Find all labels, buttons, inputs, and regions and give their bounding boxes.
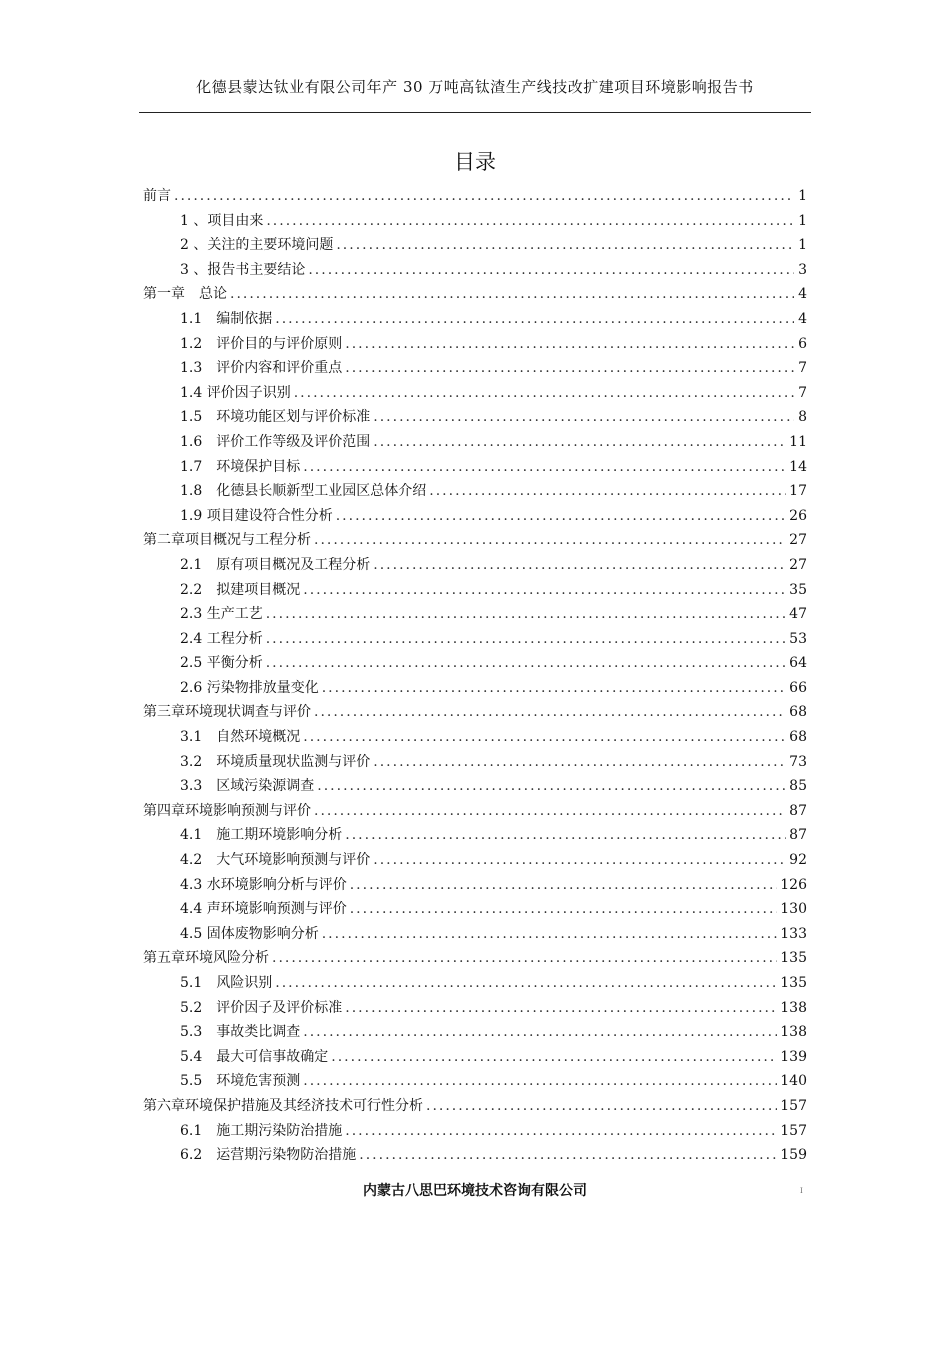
- toc-leader-dots: [308, 262, 794, 278]
- toc-entry-page: 4: [798, 310, 807, 327]
- toc-entry-page: 66: [789, 679, 807, 696]
- toc-entry-page: 139: [780, 1048, 807, 1065]
- toc-entry-page: 126: [780, 876, 807, 893]
- toc-entry-page: 87: [789, 827, 807, 844]
- toc-leader-dots: [303, 459, 786, 475]
- toc-entry-label: 1 、项目由来: [180, 212, 264, 229]
- toc-entry-label: 3.3 区域污染源调查: [180, 778, 315, 795]
- toc-entry[interactable]: [143, 701, 807, 726]
- toc-entry[interactable]: [143, 185, 807, 210]
- toc-entry[interactable]: [143, 431, 807, 456]
- footer-company: 内蒙古八思巴环境技术咨询有限公司: [363, 1183, 587, 1199]
- toc-entry-page: 17: [789, 483, 807, 500]
- toc-entry-page: 68: [789, 729, 807, 746]
- toc-entry-label: 1.7 环境保护目标: [180, 458, 301, 475]
- toc-entry-label: 6.1 施工期污染防治措施: [180, 1122, 343, 1139]
- toc-entry-label: 2 、关注的主要环境问题: [180, 237, 334, 254]
- toc-entry-page: 4: [798, 286, 807, 303]
- toc-leader-dots: [426, 1098, 777, 1114]
- toc-entry[interactable]: [143, 308, 807, 333]
- toc-entry[interactable]: [143, 652, 807, 677]
- toc-entry-label: 1.4 评价因子识别: [180, 384, 291, 401]
- toc-entry[interactable]: [143, 997, 807, 1022]
- toc-entry-label: 1.8 化德县长顺新型工业园区总体介绍: [180, 483, 427, 500]
- toc-entry-page: 133: [780, 925, 807, 942]
- toc-entry[interactable]: [143, 923, 807, 948]
- toc-leader-dots: [345, 1000, 777, 1016]
- toc-entry-label: 2.3 生产工艺: [180, 606, 263, 623]
- toc-leader-dots: [266, 606, 786, 622]
- toc-entry-page: 157: [780, 1122, 807, 1139]
- toc-entry-page: 85: [789, 778, 807, 795]
- toc-entry-label: 2.4 工程分析: [180, 630, 263, 647]
- toc-leader-dots: [345, 336, 794, 352]
- toc-leader-dots: [373, 754, 786, 770]
- toc-entry-label: 5.1 风险识别: [180, 975, 273, 991]
- footer-page-number: I: [800, 1187, 803, 1195]
- document-header: 化德县蒙达钛业有限公司年产 30 万吨高钛渣生产线技改扩建项目环境影响报告书: [196, 78, 754, 96]
- toc-entry[interactable]: [143, 775, 807, 800]
- toc-entry-label: 1.1 编制依据: [180, 310, 273, 327]
- toc-leader-dots: [275, 975, 777, 991]
- toc-entry[interactable]: [143, 554, 807, 579]
- toc-leader-dots: [429, 483, 786, 499]
- toc-leader-dots: [303, 582, 786, 598]
- toc-leader-dots: [275, 311, 794, 327]
- toc-entry[interactable]: [143, 849, 807, 874]
- toc-entry-page: 64: [789, 655, 807, 672]
- toc-leader-dots: [303, 1073, 777, 1089]
- toc-entry-page: 6: [798, 335, 807, 352]
- toc-entry-page: 8: [798, 409, 807, 426]
- toc-entry-page: 138: [780, 999, 807, 1016]
- toc-entry-label: 1.5 环境功能区划与评价标准: [180, 409, 371, 426]
- toc-entry[interactable]: [143, 898, 807, 923]
- toc-entry[interactable]: [143, 259, 807, 284]
- toc-entry[interactable]: [143, 972, 807, 997]
- toc-entry-page: 73: [789, 753, 807, 770]
- toc-entry-label: 第五章环境风险分析: [143, 950, 269, 967]
- toc-entry-page: 135: [780, 950, 807, 967]
- toc-entry-label: 第六章环境保护措施及其经济技术可行性分析: [143, 1097, 423, 1114]
- toc-entry-label: 5.2 评价因子及评价标准: [180, 999, 343, 1016]
- toc-leader-dots: [266, 655, 786, 671]
- toc-entry-page: 7: [798, 384, 807, 401]
- toc-entry-page: 130: [780, 901, 807, 918]
- toc-leader-dots: [350, 901, 778, 917]
- toc-entry[interactable]: [143, 628, 807, 653]
- toc-entry-page: 35: [789, 581, 807, 598]
- toc-entry-label: 4.5 固体废物影响分析: [180, 925, 319, 942]
- toc-entry-page: 26: [789, 507, 807, 524]
- toc-entry-label: 6.2 运营期污染物防治措施: [180, 1147, 357, 1164]
- toc-leader-dots: [303, 1024, 777, 1040]
- toc-entry[interactable]: [143, 283, 807, 308]
- toc-entry-label: 1.2 评价目的与评价原则: [180, 335, 343, 352]
- toc-entry[interactable]: [143, 1120, 807, 1145]
- toc-leader-dots: [303, 729, 786, 745]
- toc-entry-label: 4.3 水环境影响分析与评价: [180, 876, 347, 893]
- toc-entry-page: 1: [798, 188, 807, 204]
- toc-entry[interactable]: [143, 824, 807, 849]
- toc-entry-page: 92: [789, 852, 807, 869]
- toc-entry-page: 157: [780, 1097, 807, 1114]
- toc-entry-page: 87: [789, 802, 807, 819]
- toc-entry-label: 1.6 评价工作等级及评价范围: [180, 433, 371, 450]
- toc-entry[interactable]: [143, 210, 807, 235]
- toc-entry-page: 135: [780, 975, 807, 991]
- toc-leader-dots: [336, 237, 794, 253]
- toc-entry[interactable]: [143, 947, 807, 972]
- toc-entry-page: 1: [798, 212, 807, 229]
- toc-entry-label: 2.5 平衡分析: [180, 655, 263, 672]
- toc-entry-page: 1: [798, 237, 807, 254]
- toc-title: 目录: [454, 150, 496, 174]
- toc-entry-label: 2.1 原有项目概况及工程分析: [180, 556, 371, 573]
- toc-entry[interactable]: [143, 751, 807, 776]
- toc-entry-label: 3 、报告书主要结论: [180, 261, 306, 278]
- toc-entry-label: 第二章项目概况与工程分析: [143, 532, 311, 549]
- toc-entry-page: 138: [780, 1024, 807, 1041]
- toc-leader-dots: [322, 926, 778, 942]
- toc-entry-label: 4.2 大气环境影响预测与评价: [180, 852, 371, 869]
- toc-leader-dots: [373, 434, 786, 450]
- toc-entry-page: 14: [789, 458, 807, 475]
- toc-entry[interactable]: [143, 1046, 807, 1071]
- toc-entry-label: 1.3 评价内容和评价重点: [180, 360, 343, 377]
- toc-entry[interactable]: [143, 579, 807, 604]
- toc-entry[interactable]: [143, 234, 807, 259]
- toc-entry-label: 4.1 施工期环境影响分析: [180, 827, 343, 844]
- toc-entry[interactable]: [143, 382, 807, 407]
- toc-entry-page: 7: [798, 360, 807, 377]
- toc-entry-label: 5.3 事故类比调查: [180, 1024, 301, 1041]
- toc-entry-page: 27: [789, 556, 807, 573]
- toc-entry[interactable]: [143, 357, 807, 382]
- toc-leader-dots: [266, 213, 794, 229]
- toc-leader-dots: [331, 1049, 777, 1065]
- toc-leader-dots: [336, 508, 786, 524]
- toc-entry-page: 159: [780, 1147, 807, 1164]
- toc-entry-label: 第三章环境现状调查与评价: [143, 704, 311, 721]
- toc-leader-dots: [373, 852, 786, 868]
- toc-entry-label: 2.6 污染物排放量变化: [180, 679, 319, 696]
- toc-entry-label: 第四章环境影响预测与评价: [143, 802, 311, 819]
- toc-entry[interactable]: [143, 1021, 807, 1046]
- toc-entry[interactable]: [143, 1144, 807, 1169]
- toc-entry[interactable]: [143, 677, 807, 702]
- toc-leader-dots: [294, 385, 794, 401]
- toc-entry-label: 5.5 环境危害预测: [180, 1073, 301, 1090]
- toc-entry[interactable]: [143, 456, 807, 481]
- toc-entry-label: 4.4 声环境影响预测与评价: [180, 901, 347, 918]
- toc-leader-dots: [317, 778, 786, 794]
- toc-entry[interactable]: [143, 1095, 807, 1120]
- toc-entry-page: 53: [789, 630, 807, 647]
- toc-entry[interactable]: [143, 874, 807, 899]
- toc-entry-page: 3: [798, 261, 807, 278]
- table-of-contents: [143, 185, 807, 1169]
- header-rule: [139, 112, 811, 113]
- toc-leader-dots: [350, 877, 778, 893]
- toc-leader-dots: [345, 360, 794, 376]
- toc-entry-label: 第一章 总论: [143, 286, 227, 303]
- toc-entry-page: 47: [789, 606, 807, 623]
- toc-leader-dots: [359, 1147, 777, 1163]
- toc-leader-dots: [322, 680, 786, 696]
- toc-entry-label: 2.2 拟建项目概况: [180, 581, 301, 598]
- toc-entry-page: 27: [789, 532, 807, 549]
- toc-leader-dots: [314, 704, 786, 720]
- toc-entry-label: 1.9 项目建设符合性分析: [180, 507, 333, 524]
- toc-leader-dots: [345, 1123, 777, 1139]
- toc-entry-label: 前言: [143, 188, 171, 204]
- toc-entry[interactable]: [143, 603, 807, 628]
- toc-entry-page: 68: [789, 704, 807, 721]
- toc-leader-dots: [272, 950, 777, 966]
- toc-entry[interactable]: [143, 333, 807, 358]
- toc-entry-label: 3.2 环境质量现状监测与评价: [180, 753, 371, 770]
- toc-entry-page: 11: [789, 433, 807, 450]
- toc-entry[interactable]: [143, 726, 807, 751]
- toc-entry[interactable]: [143, 529, 807, 554]
- toc-leader-dots: [230, 286, 794, 302]
- toc-leader-dots: [266, 631, 786, 647]
- toc-leader-dots: [174, 188, 794, 204]
- toc-leader-dots: [345, 827, 786, 843]
- toc-entry-label: 5.4 最大可信事故确定: [180, 1048, 329, 1065]
- toc-leader-dots: [373, 557, 786, 573]
- toc-entry[interactable]: [143, 800, 807, 825]
- toc-entry-page: 140: [780, 1073, 807, 1090]
- toc-leader-dots: [314, 532, 786, 548]
- toc-entry[interactable]: [143, 505, 807, 530]
- toc-leader-dots: [373, 409, 794, 425]
- toc-entry[interactable]: [143, 406, 807, 431]
- toc-entry[interactable]: [143, 480, 807, 505]
- toc-leader-dots: [314, 803, 786, 819]
- toc-entry-label: 3.1 自然环境概况: [180, 729, 301, 746]
- toc-entry[interactable]: [143, 1070, 807, 1095]
